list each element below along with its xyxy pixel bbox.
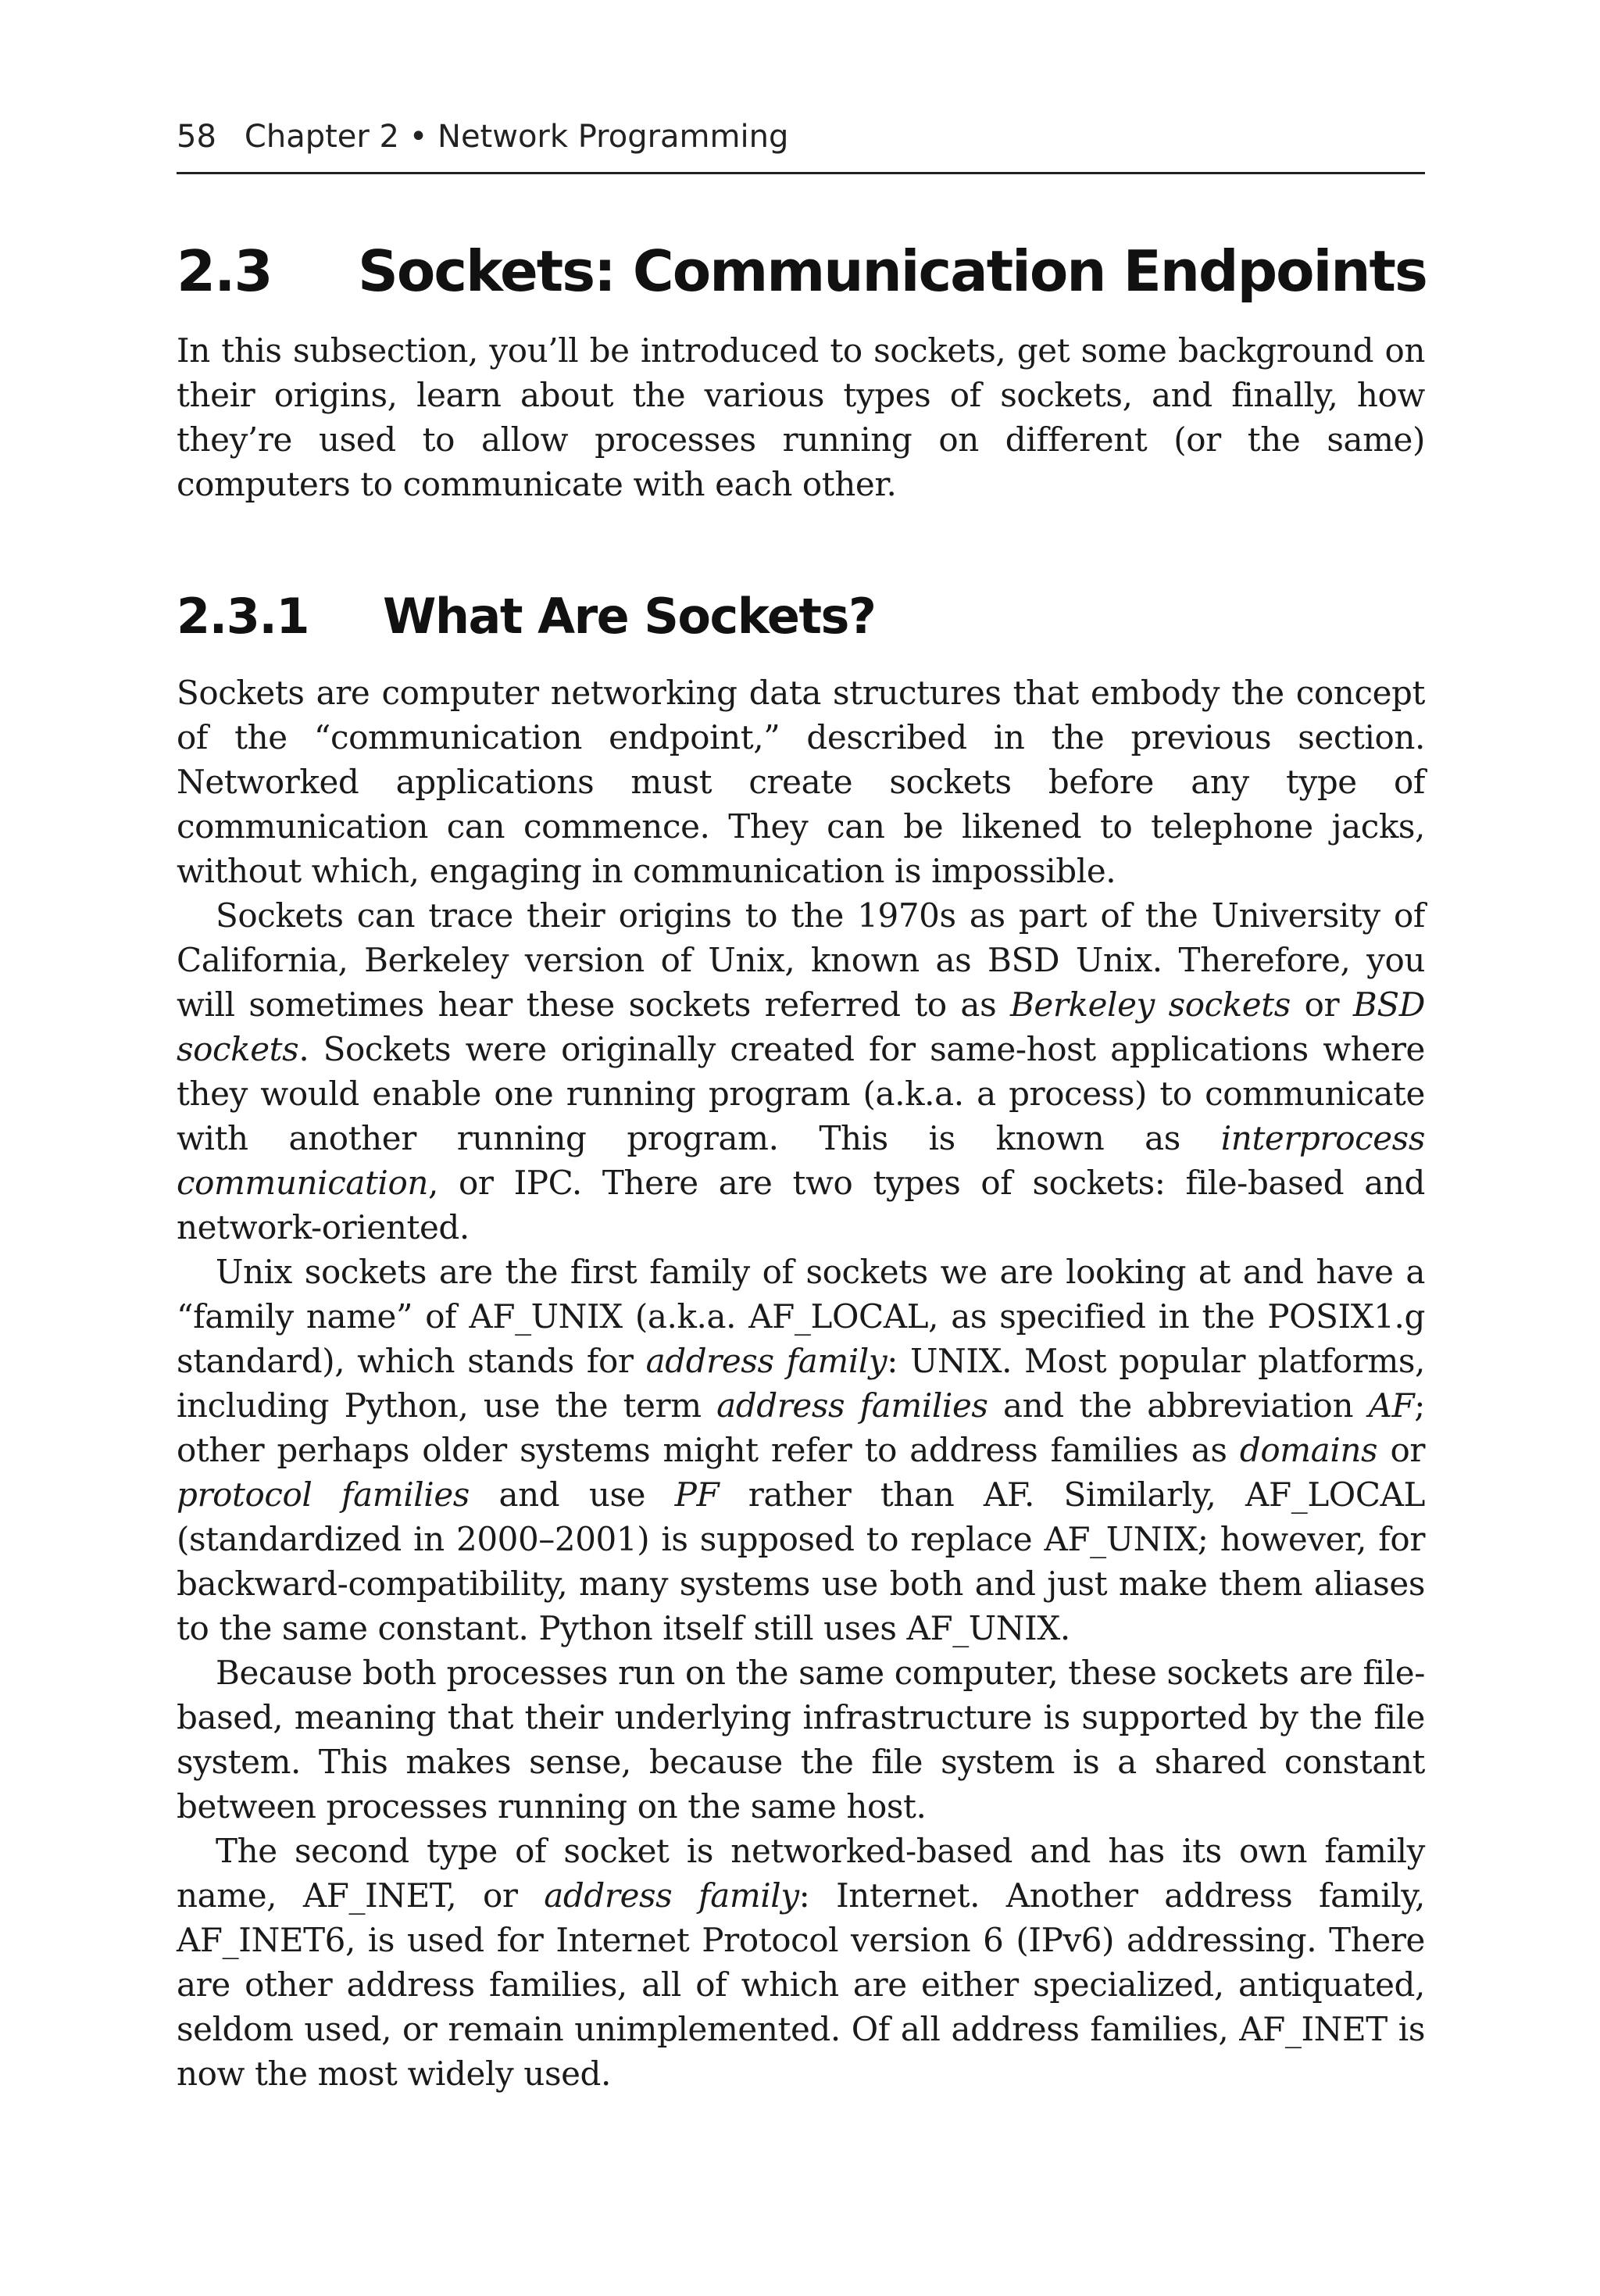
subsection-number: 2.3.1 [177, 588, 309, 645]
paragraph-4: Because both processes run on the same computer, these sockets are file-based, meaning that their underlying infrastructure is supported by the file system. This makes sense, because the file system is a shared constant between processes running on the same host. [177, 1654, 1425, 1826]
subsection-body [177, 671, 1425, 2096]
term-berkeley-sockets: Berkeley sockets [1009, 985, 1291, 1024]
section-intro [177, 328, 1425, 506]
section-title: Sockets: Communication Endpoints [358, 238, 1427, 304]
paragraph-1: Sockets are computer networking data structures that embody the concept of the “communication endpoint,” described in the previous section. Networked applications must create sockets before any type of communication can commence. They can be likened to telephone jacks, without which, engaging in communication is impossible. [177, 674, 1425, 890]
running-header [177, 119, 1425, 174]
paragraph-5: The second type of socket is networked-based and has its own family name, AF_INET, or address family: Internet. Another address family, AF_INET6, is used for Internet Protocol version 6 (IPv6) addressing. There are other address families, all of which are either specialized, antiquated, seldom used, or remain unimplemented. Of all address families, AF_INET is now the most widely used. [177, 1832, 1425, 2093]
subsection-heading [177, 588, 1425, 645]
intro-paragraph: In this subsection, you’ll be introduced to sockets, get some background on their origins, learn about the various types of sockets, and finally, how they’re used to allow processes running on different (or the same) computers to communicate with each other. [177, 331, 1425, 503]
term-domains: domains [1239, 1431, 1378, 1469]
term-protocol-families: protocol families [177, 1475, 470, 1514]
term-bsd-sockets: BSD sockets [177, 985, 1425, 1068]
paragraph-3: Unix sockets are the first family of sockets we are looking at and have a “family name” of AF_UNIX (a.k.a. AF_LOCAL, as specified in the POSIX1.g standard), which stands for address family: UNIX. Most popular platforms, including Python, use the term address families and the abbreviation AF; other perhaps older systems might refer to address families as domains or protocol families and use PF rather than AF. Similarly, AF_LOCAL (standardized in 2000–2001) is supposed to replace AF_UNIX; however, for backward-compatibility, many systems use both and just make them aliases to the same constant. Python itself still uses AF_UNIX. [177, 1253, 1426, 1647]
page-number: 58 [177, 119, 216, 155]
term-pf: PF [674, 1475, 720, 1514]
section-number: 2.3 [177, 238, 272, 304]
subsection-title: What Are Sockets? [383, 588, 876, 645]
paragraph-2: Sockets can trace their origins to the 1970s as part of the University of California, Berkeley version of Unix, known as BSD Unix. Therefore, you will sometimes hear these sockets referred to as Berkeley sockets or BSD sockets. Sockets were originally created for same-host applications where they would enable one running program (a.k.a. a process) to communicate with another running program. This is known as interprocess communication, or IPC. There are two types of sockets: file-based and network-oriented. [177, 896, 1425, 1246]
section-heading [177, 238, 1425, 304]
term-address-family: address family [645, 1342, 888, 1380]
term-address-family-internet: address family [544, 1876, 799, 1915]
term-address-families: address families [716, 1386, 988, 1425]
term-af: AF [1368, 1386, 1415, 1425]
running-title: Chapter 2 • Network Programming [244, 119, 789, 155]
term-ipc: interprocess communication [177, 1119, 1425, 1202]
